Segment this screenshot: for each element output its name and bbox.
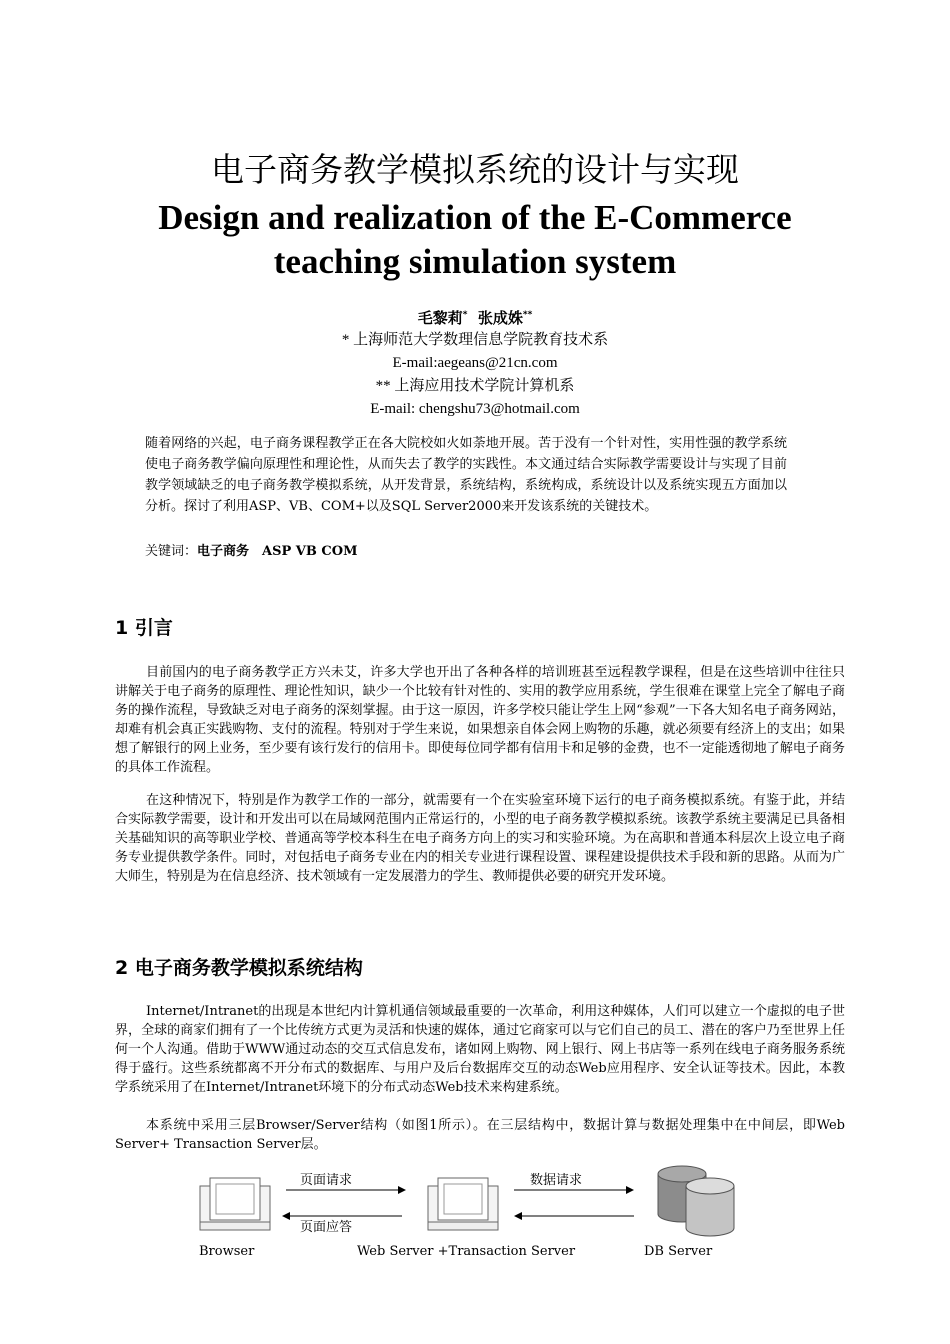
email-2: E-mail: chengshu73@hotmail.com [370,401,580,417]
label-page-request: 页面请求 [300,1173,353,1188]
section-1-heading: 1 引言 [115,617,173,639]
section-2-paragraph-2: 本系统中采用三层Browser/Server结构（如图1所示）。在三层结构中，数据计算与数据处理集中在中间层，即Web Server+ Transaction Server层。 [115,1118,845,1152]
author-2: 张成姝 [477,309,523,327]
section-1-paragraph-2: 在这种情况下，特别是作为教学工作的一部分，就需要有一个在实验室环境下运行的电子商务模拟系统。有鉴于此，并结合实际教学需要，设计和开发出可以在局域网范围内正常运行的，小型的电子商务教学模拟系统。该教学系统主要满足已具备相关基础知识的高等职业学校、普通高等学校本科生在电子商务方向上的实习和实验环境。为在高职和普通本科层次上设立电子商务专业提供教学条件。同时，对包括电子商务专业在内的相关专业进行课程设置、课程建设提供技术手段和新的思路。从而为广大师生，特别是为在信息经济、技术领域有一定发展潜力的学生、教师提供必要的研究开发环境。 [115,793,845,884]
section-2-paragraph-1: Internet/Intranet的出现是本世纪内计算机通信领域最重要的一次革命，利用这种媒体，人们可以建立一个虚拟的电子世界，全球的商家们拥有了一个比传统方式更为灵活和快速的媒体，通过它商家可以与它们自己的员工、潜在的客户乃至世界上任何一个人沟通。借助于WWW通过动态的交互式信息发布，诸如网上购物、网上银行、网上书店等一系列在线电子商务服务系统得于盛行。这些系统都离不开分布式的数据库、与用户及后台数据库交互的动态Web应用程序、安全认证等技术。因此，本教学系统采用了在Internet/Intranet环境下的分布式动态Web技术来构建系统。 [115,1004,845,1095]
label-data-request: 数据请求 [530,1173,583,1188]
paper-title-chinese: 电子商务教学模拟系统的设计与实现 [211,150,739,189]
paper-title-english-text: Design and realization of the E-Commerce teaching simulation system [158,198,792,281]
section-2-heading: 2 电子商务教学模拟系统结构 [115,957,363,979]
label-web-server: Web Server +Transaction Server [357,1244,576,1259]
browser-computer-icon [200,1178,270,1230]
keywords-label: 关键词： [145,544,198,559]
label-browser: Browser [199,1244,255,1259]
abstract: 随着网络的兴起，电子商务课程教学正在各大院校如火如荼地开展。苦于没有一个针对性，实用性强的教学系统使电子商务教学偏向原理性和理论性，从而失去了教学的实践性。本文通过结合实际教学需要设计与实现了目前教学领域缺乏的电子商务教学模拟系统，从开发背景，系统结构，系统构成，系统设计以及系统实现五方面加以分析。探讨了利用ASP、VB、COM+以及SQL Server2000来开发该系统的关键技术。 [145,436,787,514]
affiliation-1: * 上海师范大学数理信息学院教育技术系 [341,332,609,348]
author-1: 毛黎莉 [417,309,463,327]
three-tier-architecture-diagram [0,1160,950,1270]
keywords: 电子商务 ASP VB COM [197,544,358,559]
author-2-mark: ** [522,310,533,320]
label-page-response: 页面应答 [300,1220,353,1235]
web-server-computer-icon [428,1178,498,1230]
author-line [0,303,950,330]
keywords-line [145,541,357,562]
arrow-page-response [282,1212,402,1220]
paper-title-english [0,196,950,284]
author-1-mark: * [462,310,468,320]
email-1: E-mail:aegeans@21cn.com [392,355,558,371]
section-1-paragraph-1: 目前国内的电子商务教学正方兴未艾，许多大学也开出了各种各样的培训班甚至远程教学课程，但是在这些培训中往往只讲解关于电子商务的原理性、理论性知识，缺少一个比较有针对性的、实用的教学应用系统，学生很难在课堂上完全了解电子商务的操作流程，导致缺乏对电子商务的深刻掌握。由于这一原因，许多学校只能让学生上网“参观”一下各大知名电子商务网站，却难有机会真正实践购物、支付的流程。特别对于学生来说，如果想亲自体会网上购物的乐趣，就必须要有经济上的支出；如果想了解银行的网上业务，至少要有该行发行的信用卡。即使每位同学都有信用卡和足够的金费，也不一定能透彻地了解电子商务的具体工作流程。 [115,665,845,775]
affiliation-2: ** 上海应用技术学院计算机系 [375,378,575,394]
label-db-server: DB Server [644,1244,713,1259]
database-cylinders-icon [658,1166,734,1236]
arrow-data-response [514,1212,634,1220]
